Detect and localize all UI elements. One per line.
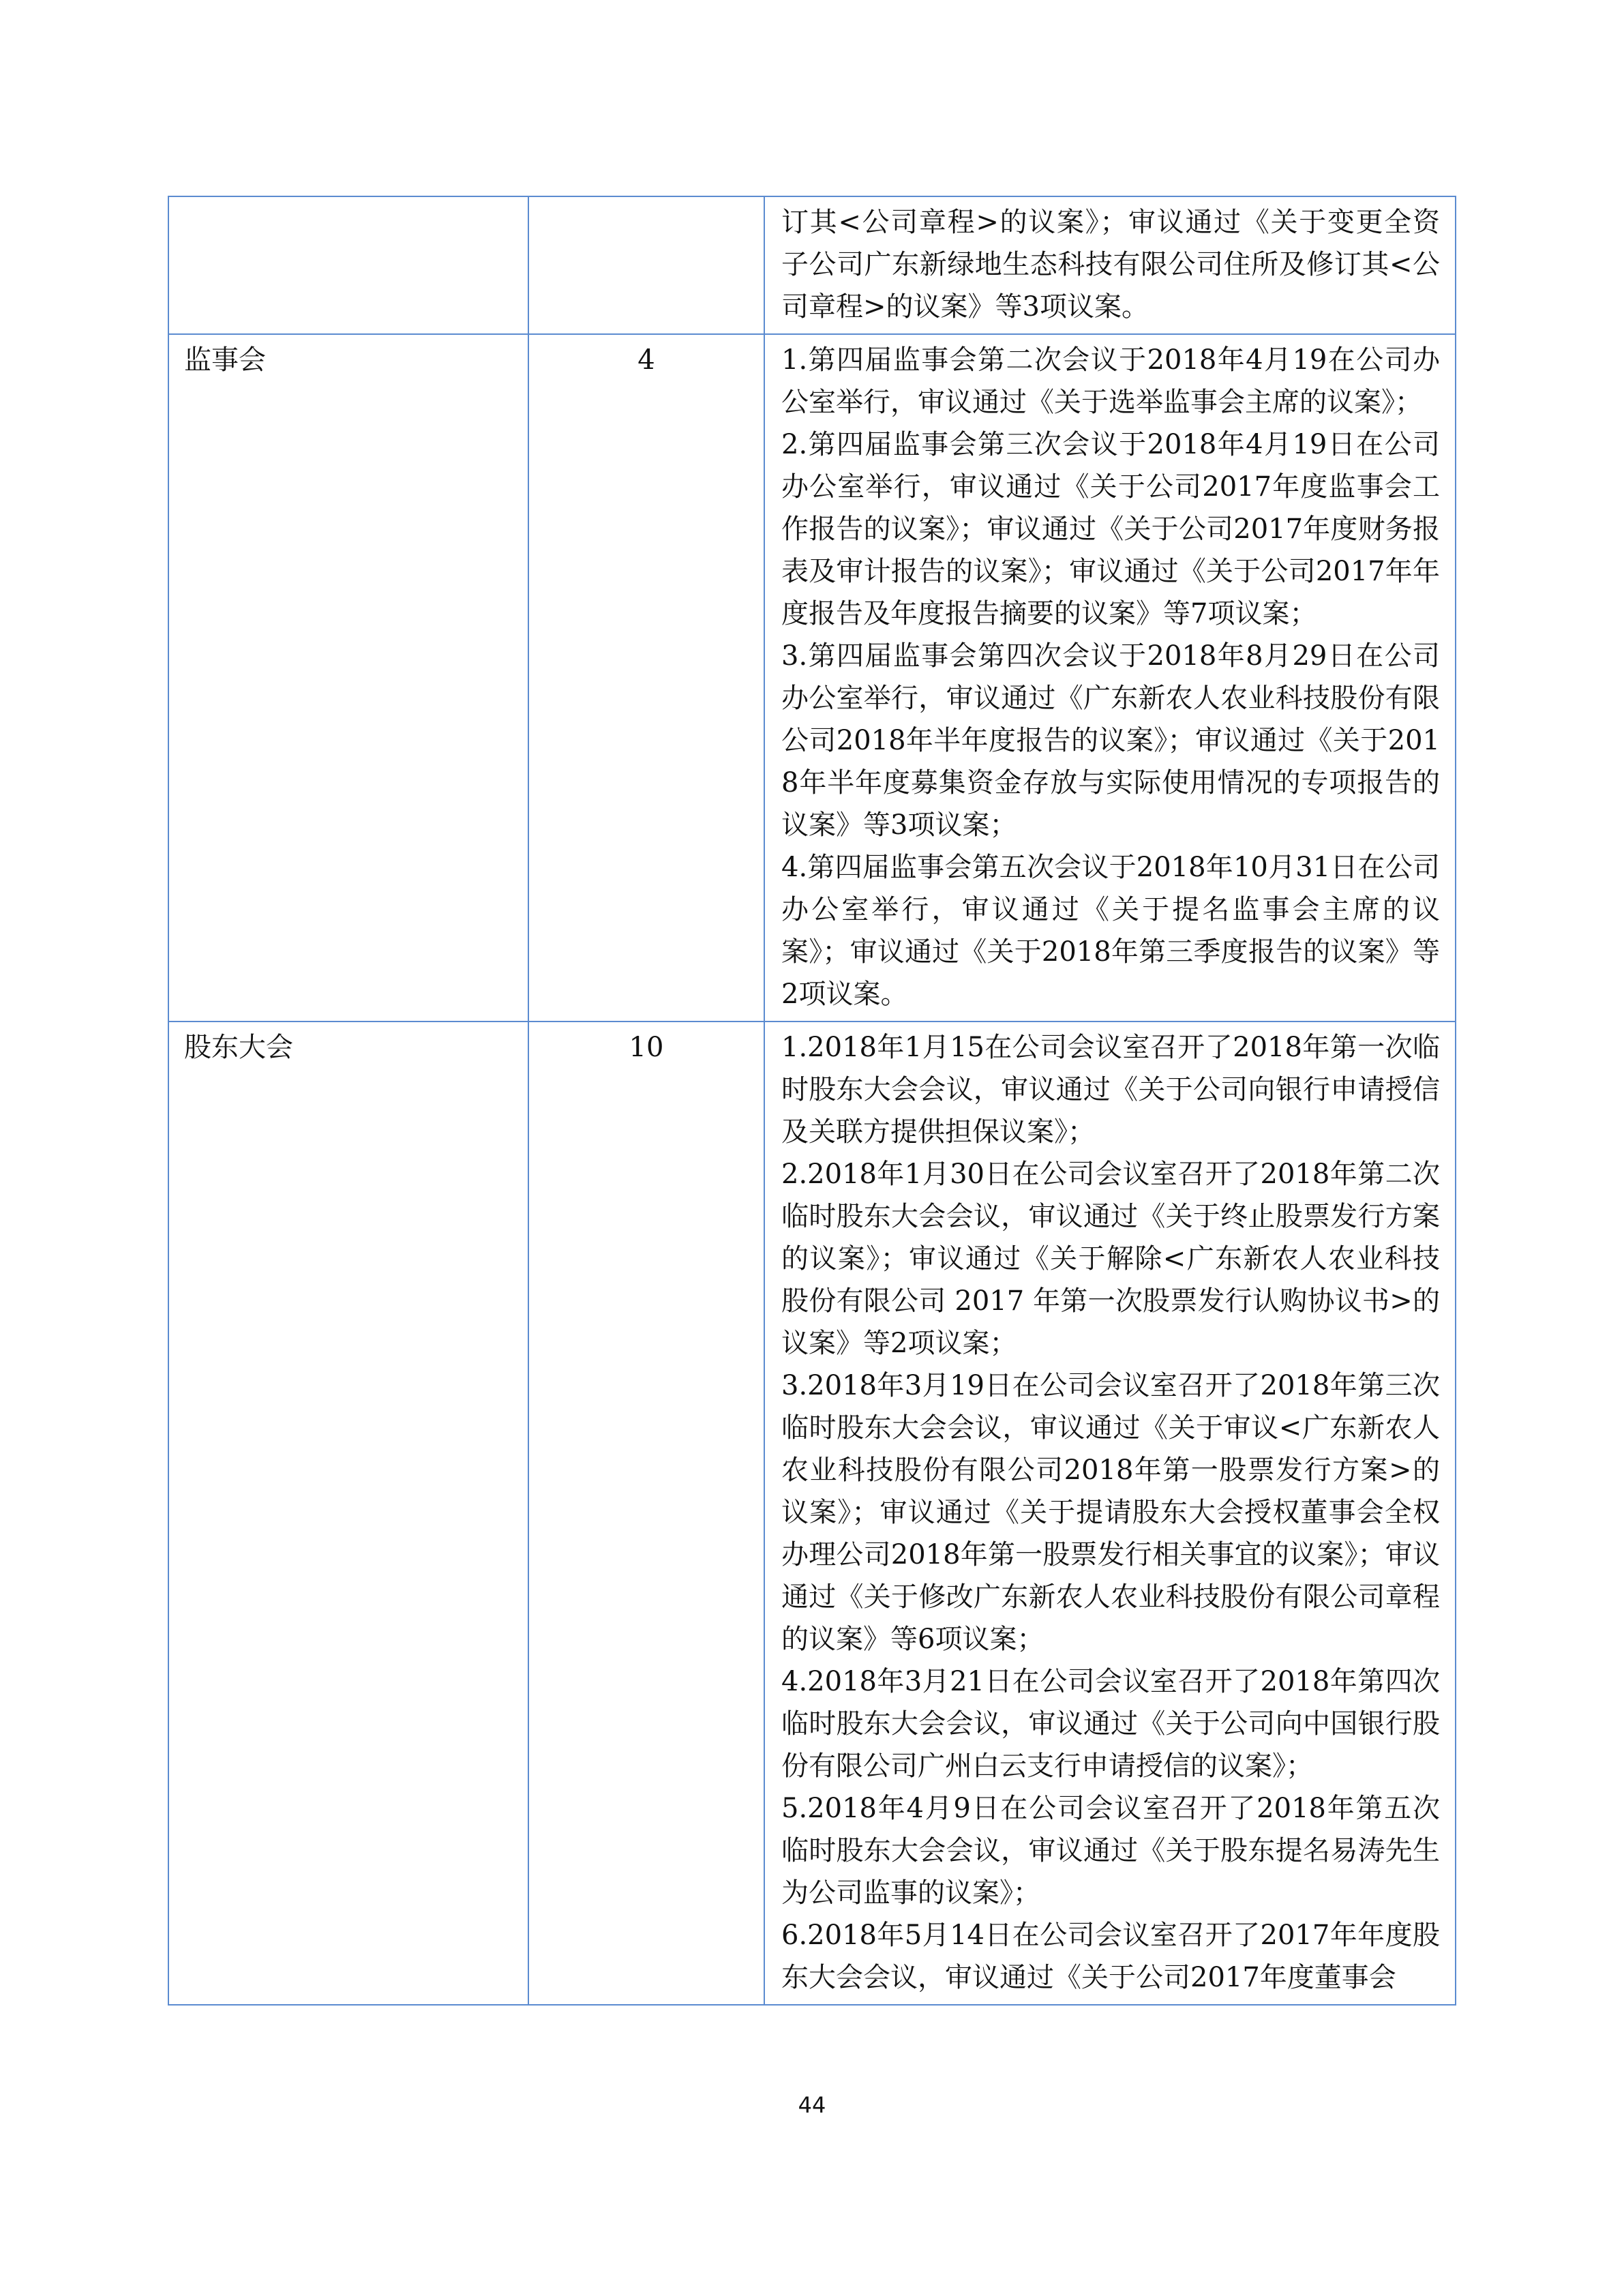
meeting-detail-paragraph: 1.2018年1月15在公司会议室召开了2018年第一次临时股东大会会议，审议通过《关于公司向银行申请授信及关联方提供担保议案》； xyxy=(781,1032,1440,1148)
meeting-details-cell xyxy=(764,1022,1456,2005)
meeting-name xyxy=(169,197,528,207)
meeting-details-cell xyxy=(764,334,1456,1022)
meeting-count: 10 xyxy=(629,1032,664,1063)
meeting-detail-paragraph: 4.2018年3月21日在公司会议室召开了2018年第四次临时股东大会会议，审议通过《关于公司向中国银行股份有限公司广州白云支行申请授信的议案》； xyxy=(781,1666,1440,1782)
meeting-name: 监事会 xyxy=(184,344,266,376)
meeting-detail-paragraph: 6.2018年5月14日在公司会议室召开了2017年年度股东大会会议，审议通过《关于公司2017年度董事会 xyxy=(781,1920,1440,1993)
meeting-detail-paragraph: 3.第四届监事会第四次会议于2018年8月29日在公司办公室举行，审议通过《广东新农人农业科技股份有限公司2018年半年度报告的议案》；审议通过《关于2018年半年度募集资金存放与实际使用情况的专项报告的议案》等3项议案； xyxy=(781,640,1440,841)
meeting-detail-paragraph: 2.2018年1月30日在公司会议室召开了2018年第二次临时股东大会会议，审议通过《关于终止股票发行方案的议案》；审议通过《关于解除<广东新农人农业科技股份有限公司 2017 年第一次股票发行认购协议书>的议案》等2项议案； xyxy=(781,1159,1440,1359)
meeting-detail-paragraph: 2.第四届监事会第三次会议于2018年4月19日在公司办公室举行，审议通过《关于公司2017年度监事会工作报告的议案》；审议通过《关于公司2017年度财务报表及审计报告的议案》；审议通过《关于公司2017年年度报告及年度报告摘要的议案》等7项议案； xyxy=(781,429,1440,629)
meeting-count: 4 xyxy=(637,344,655,376)
meeting-name-cell xyxy=(168,196,528,334)
meeting-details-cell xyxy=(764,196,1456,334)
meeting-detail-paragraph: 订其<公司章程>的议案》；审议通过《关于变更全资子公司广东新绿地生态科技有限公司住所及修订其<公司章程>的议案》等3项议案。 xyxy=(781,207,1440,323)
meeting-detail-paragraph: 1.第四届监事会第二次会议于2018年4月19在公司办公室举行，审议通过《关于选举监事会主席的议案》； xyxy=(781,344,1440,418)
meeting-count-cell xyxy=(528,196,764,334)
meeting-count-cell xyxy=(528,1022,764,2005)
meeting-detail-paragraph: 4.第四届监事会第五次会议于2018年10月31日在公司办公室举行，审议通过《关于提名监事会主席的议案》；审议通过《关于2018年第三季度报告的议案》等2项议案。 xyxy=(781,852,1440,1010)
meeting-detail-paragraph: 5.2018年4月9日在公司会议室召开了2018年第五次临时股东大会会议，审议通过《关于股东提名易涛先生为公司监事的议案》； xyxy=(781,1793,1440,1909)
meeting-detail-paragraph: 3.2018年3月19日在公司会议室召开了2018年第三次临时股东大会会议，审议通过《关于审议<广东新农人农业科技股份有限公司2018年第一股票发行方案>的议案》；审议通过《关于提请股东大会授权董事会全权办理公司2018年第一股票发行相关事宜的议案》；审议通过《关于修改广东新农人农业科技股份有限公司章程的议案》等6项议案； xyxy=(781,1370,1440,1655)
meetings-table xyxy=(168,196,1456,2006)
table-row xyxy=(168,196,1456,334)
meeting-name-cell xyxy=(168,334,528,1022)
meeting-name-cell xyxy=(168,1022,528,2005)
table-row xyxy=(168,1022,1456,2005)
page-number: 44 xyxy=(798,2092,826,2118)
meeting-name: 股东大会 xyxy=(184,1032,293,1063)
table-row xyxy=(168,334,1456,1022)
meeting-count-cell xyxy=(528,334,764,1022)
meeting-count xyxy=(529,197,764,207)
